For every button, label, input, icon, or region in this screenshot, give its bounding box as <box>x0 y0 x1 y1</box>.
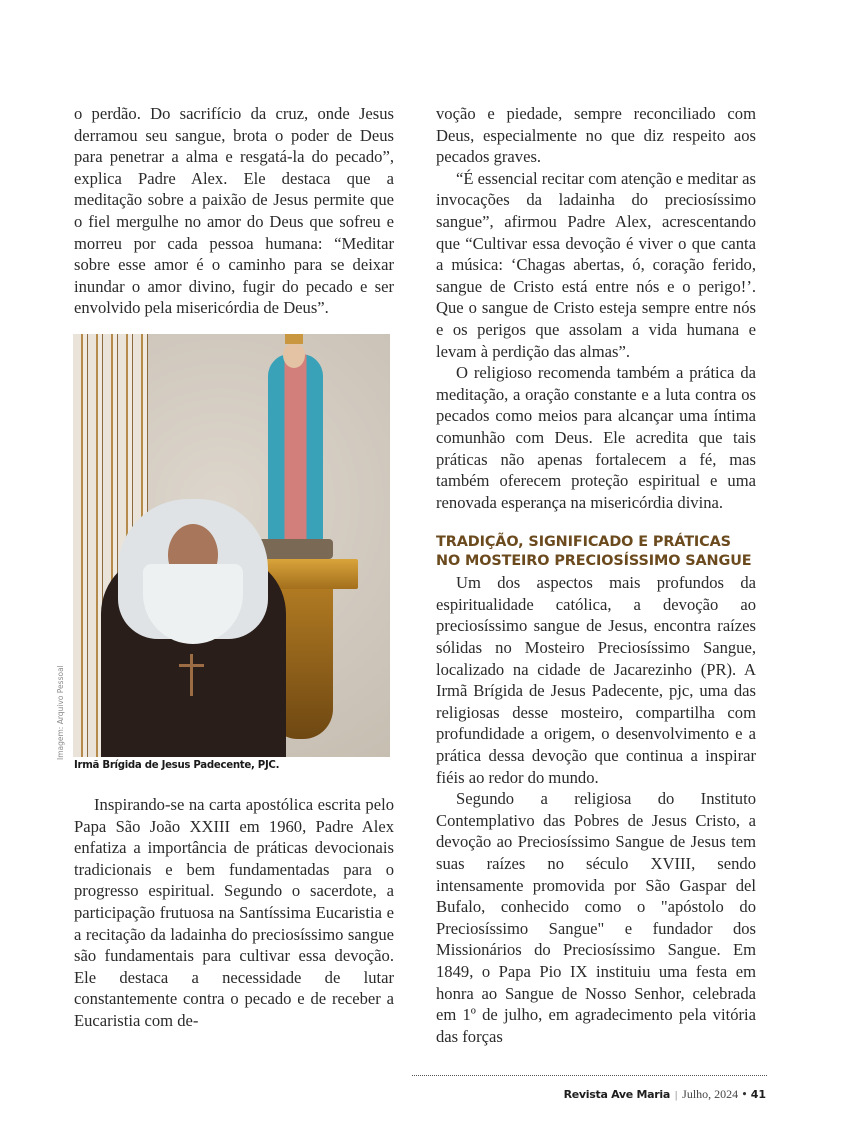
body-paragraph: “É essencial recitar com atenção e meditar as invocações da ladainha do preciosíssimo sangue”, afirmou Padre Alex, acrescentando que “Cultivar essa devoção é viver o que canta a música: ‘Chagas abertas, ó, coração ferido, sangue de Cristo está entre nós e o perigo!’. Que o sangue de Cristo esteja sempre entre nós e os perigos que assolam a vida humana e levam à perdição das almas”. <box>436 168 756 361</box>
magazine-name: Revista Ave Maria <box>563 1088 670 1101</box>
photo-caption: Irmã Brígida de Jesus Padecente, PJC. <box>74 760 280 771</box>
section-heading: TRADIÇÃO, SIGNIFICADO E PRÁTICAS NO MOSTEIRO PRECIOSÍSSIMO SANGUE <box>436 534 752 569</box>
footer-separator: | <box>674 1089 678 1101</box>
cross-icon <box>190 654 193 696</box>
page-number: 41 <box>750 1088 766 1101</box>
photo-statue-base <box>258 539 333 559</box>
footer-divider <box>412 1075 767 1076</box>
photo-statue-figure <box>268 354 323 544</box>
bullet-icon: • <box>741 1088 748 1101</box>
photo-statue-head <box>283 342 305 368</box>
photo-credit: Imagem: Arquivo Pessoal <box>56 665 65 760</box>
left-column-top <box>74 103 394 319</box>
body-paragraph: o perdão. Do sacrifício da cruz, onde Jesus derramou seu sangue, brota o poder de Deus para penetrar a alma e resgatá-la do pecado”, explica Padre Alex. Ele destaca que a meditação sobre a paixão de Jesus permite que o fiel mergulhe no amor do Deus que sofreu e morreu por cada pessoa humana: “Meditar sobre esse amor é o caminho para se deixar inundar o amor divino, fugir do pecado e ser envolvido pela misericórdia de Deus”. <box>74 104 394 318</box>
body-paragraph: voção e piedade, sempre reconciliado com Deus, especialmente no que diz respeito aos pecados graves. <box>436 104 756 167</box>
page-footer <box>564 1087 766 1102</box>
body-paragraph: Segundo a religiosa do Instituto Contemplativo das Pobres de Jesus Cristo, a devoção ao Preciosíssimo Sangue de Jesus tem suas raízes no século XVIII, sendo intensamente promovida por São Gaspar del Bufalo, conhecido como o "apóstolo do Preciosíssimo Sangue" e fundador dos Missionários do Preciosíssimo Sangue. Em 1849, o Papa Pio IX instituiu uma festa em honra ao Sangue de Nosso Senhor, celebrada em 1º de julho, em agradecimento pela vitória das forças <box>436 789 756 1046</box>
body-paragraph: Inspirando-se na carta apostólica escrita pelo Papa São João XXIII em 1960, Padre Alex enfatiza a importância de práticas devocionais tradicionais e bem fundamentadas para o progresso espiritual. Segundo o sacerdote, a participação frutuosa na Santíssima Eucaristia e a recitação da ladainha do preciosíssimo sangue são fundamentais para cultivar essa devoção. Ele destaca a necessidade de lutar constantemente contra o pecado e de receber a Eucaristia com de- <box>74 795 394 1030</box>
body-paragraph: O religioso recomenda também a prática da meditação, a oração constante e a luta contra os pecados como meios para alcançar uma íntima comunhão com Deus. Ele acredita que tais práticas não apenas fortalecem a fé, mas também oferecem proteção espiritual e uma renovada esperança na misericórdia divina. <box>436 363 756 512</box>
cross-icon-bar <box>179 664 204 667</box>
body-paragraph: Um dos aspectos mais profundos da espiritualidade católica, a devoção ao preciosíssimo sangue de Jesus, encontra raízes sólidas no Mosteiro Preciosíssimo Sangue, localizado na cidade de Jacarezinho (PR). A Irmã Brígida de Jesus Padecente, pjc, uma das religiosas desse mosteiro, compartilha com profundidade a origem, o desenvolvimento e a prática dessa devoção que continua a inspirar fiéis ao redor do mundo. <box>436 573 756 787</box>
photo-statue-crown <box>285 334 303 344</box>
right-column <box>436 103 756 1047</box>
left-column-bottom <box>74 794 394 1032</box>
article-photo <box>73 334 390 757</box>
issue-date: Julho, 2024 <box>682 1087 739 1101</box>
